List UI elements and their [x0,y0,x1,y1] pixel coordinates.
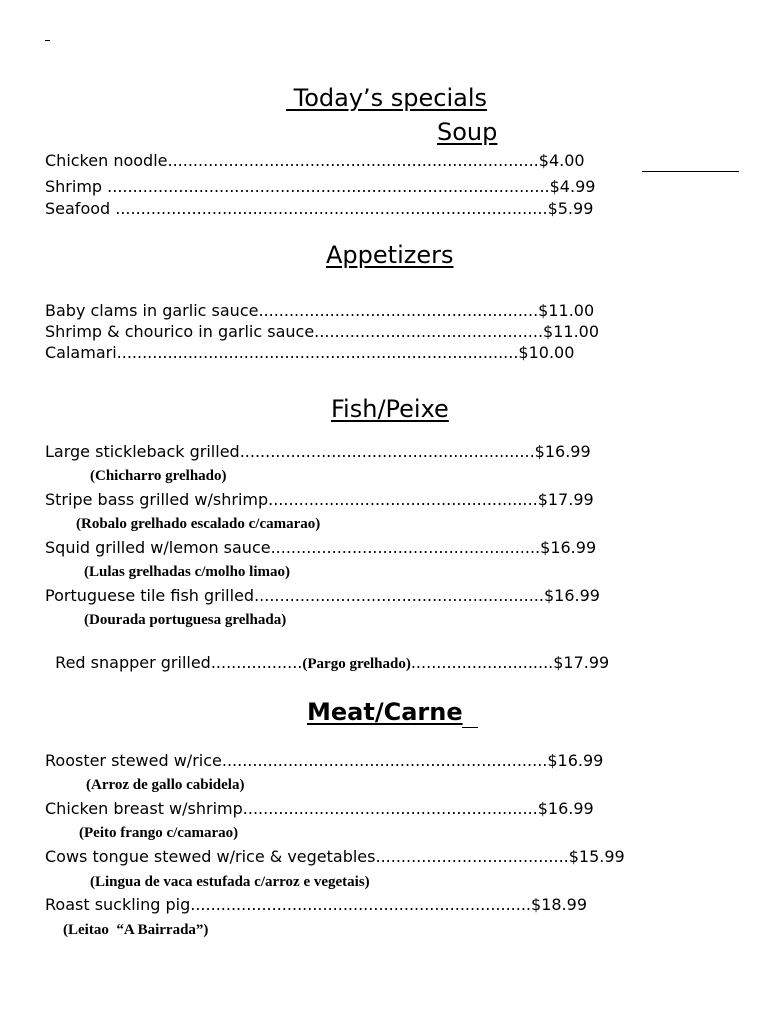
meat-item-cows-tongue-translation: (Lingua de vaca estufada c/arroz e vegetais) [90,874,370,890]
appetizer-item-calamari: Calamari...............................................................................$10.00 [45,343,575,362]
meat-heading: Meat/Carne [307,698,463,726]
meat-item-chicken-breast: Chicken breast w/shrimp..........................................................$16.99 [45,799,594,818]
appetizers-heading: Appetizers [326,241,454,269]
fish-heading: Fish/Peixe [331,395,449,423]
meat-heading-underline-tail [462,727,478,728]
underline-rule [642,171,739,172]
soup-item-chicken-noodle: Chicken noodle.........................................................................$4.00 [45,151,585,170]
red-snapper-name: Red snapper grilled.................. [55,653,303,672]
appetizer-item-baby-clams: Baby clams in garlic sauce.......................................................$11.00 [45,301,595,320]
soup-heading: Soup [437,118,498,146]
appetizer-item-shrimp-chourico: Shrimp & chourico in garlic sauce.............................................$11.00 [45,322,600,341]
red-snapper-translation: (Pargo grelhado) [302,656,411,672]
soup-item-seafood: Seafood .....................................................................................$5.99 [45,199,594,218]
meat-item-chicken-breast-translation: (Peito frango c/camarao) [79,825,239,841]
red-snapper-price: ............................$17.99 [410,653,610,672]
soup-item-shrimp: Shrimp .......................................................................................$4.99 [45,177,596,196]
stray-mark [45,40,50,41]
meat-item-rooster: Rooster stewed w/rice................................................................$16.99 [45,751,604,770]
page-title: Today’s specials [286,84,488,112]
fish-item-stickleback: Large stickleback grilled..........................................................$16.99 [45,442,591,461]
fish-item-stickleback-translation: (Chicharro grelhado) [90,468,227,484]
fish-item-tile-fish-translation: (Dourada portuguesa grelhada) [84,612,287,628]
fish-item-red-snapper [45,634,609,673]
meat-item-suckling-pig-translation: (Leitao “A Bairrada”) [63,922,209,938]
fish-item-squid-translation: (Lulas grelhadas c/molho limao) [84,564,290,580]
fish-item-squid: Squid grilled w/lemon sauce.....................................................$16.99 [45,538,597,557]
fish-item-stripe-bass-translation: (Robalo grelhado escalado c/camarao) [76,516,321,532]
fish-item-tile-fish: Portuguese tile fish grilled.........................................................$16.99 [45,586,600,605]
fish-item-stripe-bass: Stripe bass grilled w/shrimp.....................................................$17.99 [45,490,594,509]
meat-item-rooster-translation: (Arroz de gallo cabidela) [86,777,245,793]
meat-item-cows-tongue: Cows tongue stewed w/rice & vegetables......................................$15.99 [45,847,625,866]
meat-item-suckling-pig: Roast suckling pig...................................................................$18.99 [45,895,587,914]
